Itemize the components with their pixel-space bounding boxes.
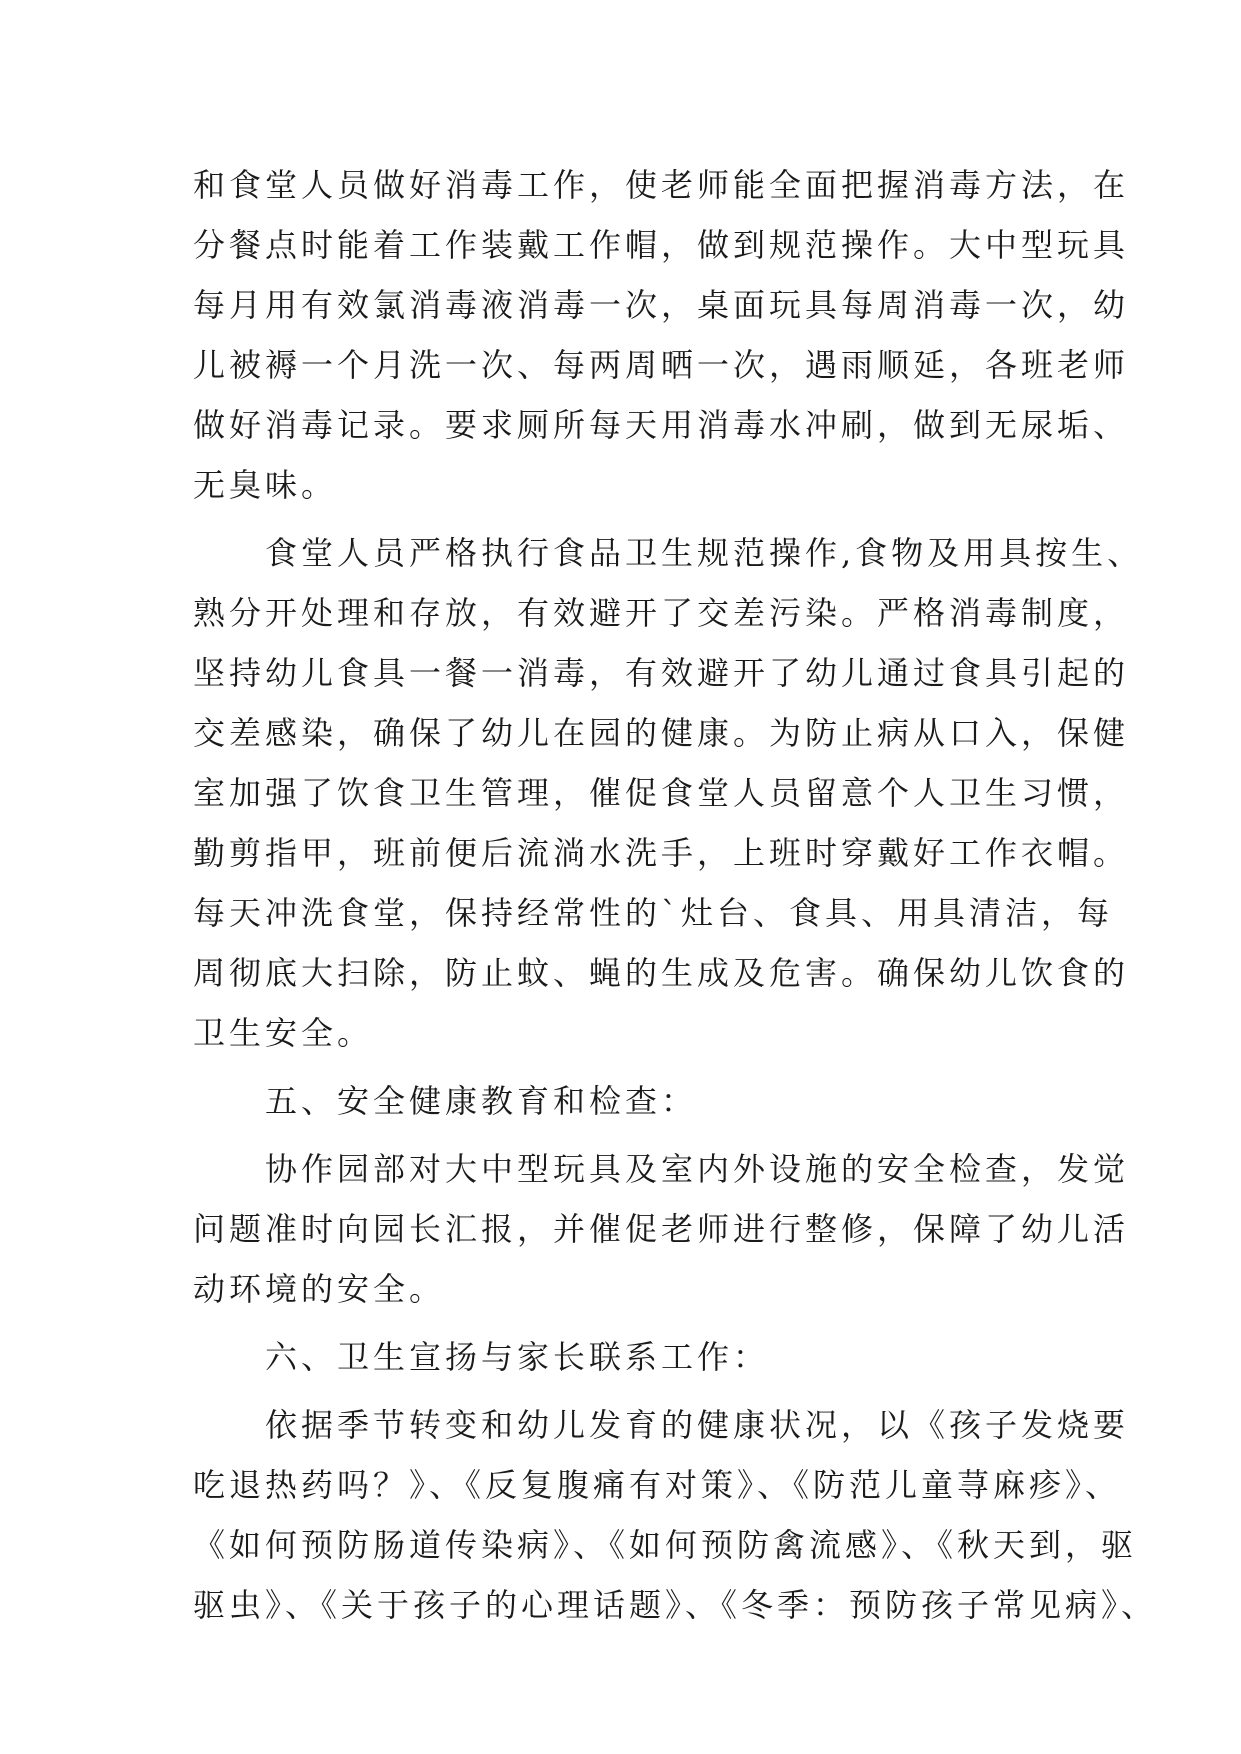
text-line: 交差感染，确保了幼儿在园的健康。为防止病从口入，保健 xyxy=(193,714,1130,752)
text-line: 驱虫》、《关于孩子的心理话题》、《冬季：预防孩子常见病》、 xyxy=(193,1586,1158,1624)
text-line: 依据季节转变和幼儿发育的健康状况，以《孩子发烧要 xyxy=(193,1406,1130,1444)
text-line: 食堂人员严格执行食品卫生规范操作,食物及用具按生、 xyxy=(193,534,1144,572)
text-line: 问题准时向园长汇报，并催促老师进行整修，保障了幼儿活 xyxy=(193,1210,1130,1248)
text-line: 做好消毒记录。要求厕所每天用消毒水冲刷，做到无尿垢、 xyxy=(193,406,1130,444)
text-line: 坚持幼儿食具一餐一消毒，有效避开了幼儿通过食具引起的 xyxy=(193,654,1130,692)
text-line: 每天冲洗食堂，保持经常性的`灶台、食具、用具清洁，每 xyxy=(193,894,1114,932)
text-line: 吃退热药吗？》、《反复腹痛有对策》、《防范儿童荨麻疹》、 xyxy=(193,1466,1122,1504)
text-line: 分餐点时能着工作装戴工作帽，做到规范操作。大中型玩具 xyxy=(193,226,1130,264)
text-line: 勤剪指甲，班前便后流淌水洗手，上班时穿戴好工作衣帽。 xyxy=(193,834,1130,872)
text-line: 和食堂人员做好消毒工作，使老师能全面把握消毒方法，在 xyxy=(193,166,1130,204)
section-heading: 六、卫生宣扬与家长联系工作： xyxy=(193,1338,770,1376)
text-line: 无臭味。 xyxy=(193,466,338,504)
text-line: 《如何预防肠道传染病》、《如何预防禽流感》、《秋天到，驱 xyxy=(193,1526,1138,1564)
text-line: 周彻底大扫除，防止蚊、蝇的生成及危害。确保幼儿饮食的 xyxy=(193,954,1130,992)
text-line: 每月用有效氯消毒液消毒一次，桌面玩具每周消毒一次，幼 xyxy=(193,286,1130,324)
text-line: 熟分开处理和存放，有效避开了交差污染。严格消毒制度， xyxy=(193,594,1130,632)
text-line: 协作园部对大中型玩具及室内外设施的安全检查，发觉 xyxy=(193,1150,1130,1188)
text-line: 动环境的安全。 xyxy=(193,1270,446,1308)
section-heading: 五、安全健康教育和检查： xyxy=(193,1082,698,1120)
text-line: 儿被褥一个月洗一次、每两周晒一次，遇雨顺延，各班老师 xyxy=(193,346,1130,384)
text-line: 室加强了饮食卫生管理，催促食堂人员留意个人卫生习惯， xyxy=(193,774,1130,812)
document-body xyxy=(193,155,1158,1635)
text-line: 卫生安全。 xyxy=(193,1014,374,1052)
